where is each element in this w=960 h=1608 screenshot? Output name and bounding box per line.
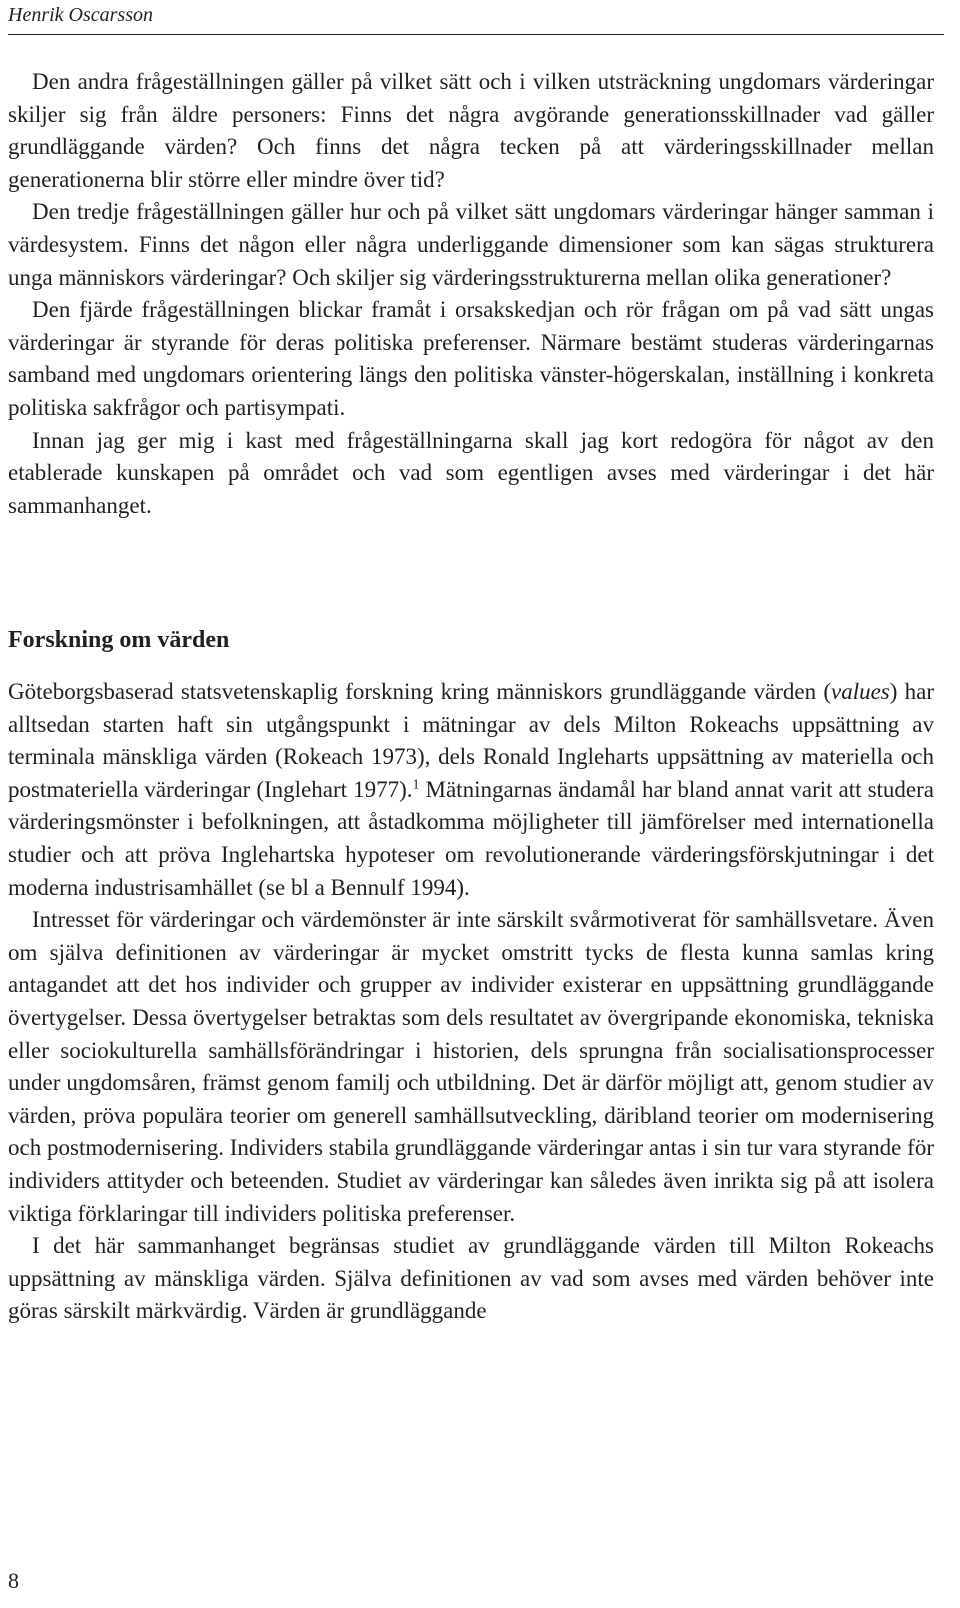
paragraph: Den fjärde frågeställningen blickar framåt i orsakskedjan och rör frågan om på vad sätt ungas värderingar är styrande för deras politiska preferenser. Närmare bestämt studeras värderingarnas samband med ungdomars orientering längs den politiska vänster-högerskalan, inställning i konkreta politiska sakfrågor och partisympati. xyxy=(8,297,934,420)
footnote-reference[interactable]: 1 xyxy=(412,777,420,793)
paragraph: I det här sammanhanget begränsas studiet av grundläggande värden till Milton Rokeachs uppsättning av mänskliga värden. Själva definitionen av vad som avses med värden behöver inte göras särskilt märkvärdig. Värden är grundläggande xyxy=(8,1233,934,1324)
running-header-author: Henrik Oscarsson xyxy=(8,4,153,26)
paragraph: Den tredje frågeställningen gäller hur och på vilket sätt ungdomars värderingar hänger samman i värdesystem. Finns det någon eller några underliggande dimensioner som kan sägas strukturera unga människors värderingar? Och skiljer sig värderingsstrukturerna mellan olika generationer? xyxy=(8,199,934,290)
paragraph xyxy=(8,676,934,904)
intro-text xyxy=(8,66,934,522)
section-text xyxy=(8,676,934,1328)
paragraph: Intresset för värderingar och värdemönster är inte särskilt svårmotiverat för samhällsvetare. Även om själva definitionen av värderingar är mycket omstritt tycks de flesta kunna samlas kring antagandet att det hos individer och grupper av individer existerar en uppsättning grundläggande övertygelser. Dessa övertygelser betraktas som dels resultatet av övergripande ekonomiska, tekniska eller sociokulturella samhällsförändringar i historien, dels sprungna från socialisationsprocesser under ungdomsåren, främst genom familj och utbildning. Det är därför möjligt att, genom studier av värden, pröva populära teorier om generell samhällsutveckling, däribland teorier om modernisering och postmodernisering. Individers stabila grundläggande värderingar antas i sin tur vara styrande för individers attityder och beteenden. Studiet av värderingar kan således även inrikta sig på att isolera viktiga förklaringar till individers politiska preferenser. xyxy=(8,907,934,1226)
section-heading: Forskning om värden xyxy=(8,627,230,653)
italic-term: values xyxy=(830,679,890,704)
paragraph: Den andra frågeställningen gäller på vilket sätt och i vilken utsträckning ungdomars värderingar skiljer sig från äldre personers: Finns det några avgörande generationsskillnader vad gäller grundläggande värden? Och finns det några tecken på att värderingsskillnader mellan generationerna blir större eller mindre över tid? xyxy=(8,69,934,192)
paragraph-text: Mätningarnas ändamål har bland annat varit att studera värderingsmönster i befolkningen, att åstadkomma möjligheter till jämförelser med internationella studier och att pröva Inglehartska hypoteser om revolutionerande värderingsförskjutningar i det moderna industrisamhället (se bl a Bennulf 1994). xyxy=(8,776,934,900)
paragraph-text: ) har alltsedan starten haft sin utgångspunkt i mätningar av dels Milton Rokeachs uppsättning av terminala mänskliga värden (Rokeach 1973), dels Ronald Ingleharts uppsättning av materiella och postmateriella värderingar (Inglehart 1977). xyxy=(8,679,934,802)
paragraph: Innan jag ger mig i kast med frågeställningarna skall jag kort redogöra för något av den etablerade kunskapen på området och vad som egentligen avses med värderingar i det här sammanhanget. xyxy=(8,427,934,518)
paragraph-text: Göteborgsbaserad statsvetenskaplig forskning kring människors grundläggande värden ( xyxy=(8,679,831,704)
running-header xyxy=(8,0,944,35)
page-number: 8 xyxy=(8,1568,19,1593)
